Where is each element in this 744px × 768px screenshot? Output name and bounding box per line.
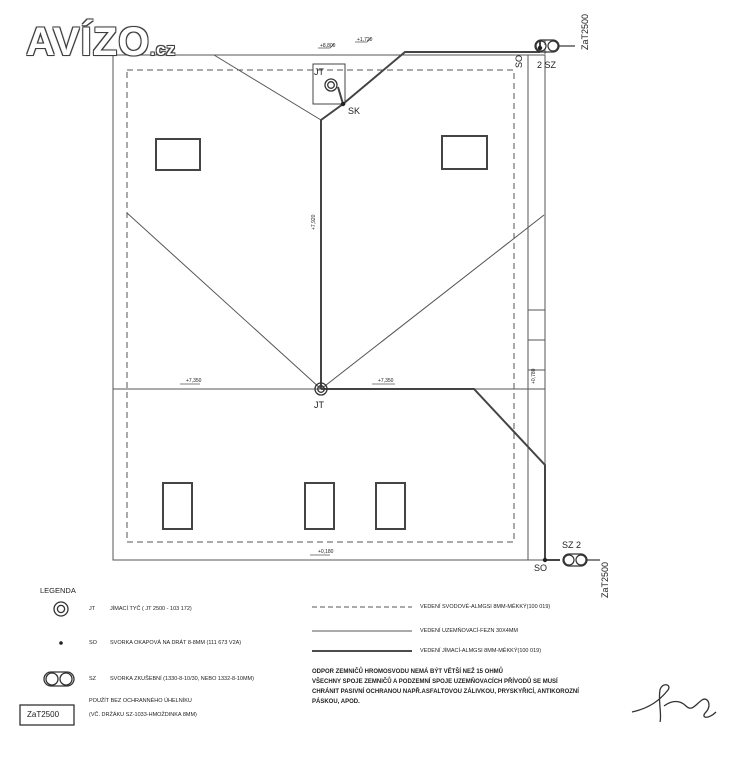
note-line-3: CHRÁNIT PASIVNÍ OCHRANOU NAPŘ.ASFALTOVOU ZÁLIVKOU, PRYSKYŘICÍ, ANTIKOROZNÍ [312,689,579,695]
legend-line-3: VEDENÍ JÍMACÍ-ALMGSI 8MM-MĚKKÝ(100 019) [420,648,542,654]
joint-so-bottom [543,558,547,562]
legend-so-code: SO [89,640,97,646]
legend-sz-code: SZ [89,676,97,682]
legend-jt-symbol [54,602,68,616]
note-line-1: ODPOR ZEMNIČŮ HROMOSVODU NEMÁ BÝT VĚTŠÍ NEŽ 15 OHMŮ [312,669,504,675]
roof-window-left [156,139,200,170]
roof-outline [113,55,545,560]
roof-window-bottom-2 [305,483,334,529]
legend-line-1: VEDENÍ SVODOVÉ-ALMGSI 8MM-MĚKKÝ(100 019) [420,604,551,610]
roof-window-bottom-3 [376,483,405,529]
label-rod-center: JT [314,400,324,410]
label-joint-sk: SK [348,106,361,116]
legend-zat-text-1: POUŽÍT BEZ OCHRANNÉHO ÚHELNÍKU [89,698,192,704]
conductor-to-so-top [343,52,540,104]
hip-line-top-left [214,55,321,120]
legend-so-text: SVORKA OKAPOVÁ NA DRÁT 8-8MM (111 673 V2A) [110,640,242,646]
label-top-right-zat: ZaT2500 [580,13,590,50]
legend-zat-label: ZaT2500 [27,710,60,719]
elev-left: +7,350 [186,378,202,384]
elev-top-a: +8,800 [320,43,336,49]
note-line-2: VŠECHNY SPOJE ZEMNIČŮ A PODZEMNÍ SPOJE UZEMŇOVACÍCH PŘÍVODŮ SE MUSÍ [312,679,558,685]
watermark: AVÍZO.cz [26,20,176,64]
roof-window-right [442,136,487,169]
label-bottom-right-so: SO [534,563,548,573]
label-top-right-sz: 2 SZ [537,60,557,70]
legend-line-2: VEDENÍ UZEMŇOVACÍ-FEZN 30X4MM [420,628,518,634]
hip-line-left [127,213,321,389]
joint-sk [341,102,345,106]
elev-right: +7,350 [378,378,394,384]
conductor-right-down [321,389,545,560]
signature [632,685,716,722]
legend-jt-code: JT [89,606,96,612]
elev-top-b: +1,720 [357,37,373,43]
elev-ridge-vert: +7,920 [311,214,317,230]
legend-jt-text: JÍMACÍ TYČ ( JT 2500 - 103 172) [110,606,192,612]
roof-window-bottom-1 [163,483,192,529]
legend-so-symbol [59,641,63,645]
legend-sz-text: SVORKA ZKUŠEBNÍ (1330-8-10/30, NEBO 1332-8-10MM) [110,676,254,682]
label-bottom-right-zat: ZaT2500 [600,561,610,598]
legend-zat-text-2: (VČ. DRŽÁKU SZ-1033-HMOŽDINKA 8MM) [89,712,197,718]
joint-so-top [538,46,542,50]
label-top-right-so: SO [514,54,524,68]
elev-right-vert: +0,780 [531,368,537,384]
air-terminal-rod-top [325,79,337,91]
legend-title: LEGENDA [40,586,76,595]
label-rod-top: JT [314,67,324,77]
elev-bottom: +0,180 [318,549,334,555]
hip-line-right [321,215,544,389]
note-line-4: PÁSKOU, APOD. [312,699,360,705]
label-bottom-right-sz: SZ 2 [562,540,582,550]
